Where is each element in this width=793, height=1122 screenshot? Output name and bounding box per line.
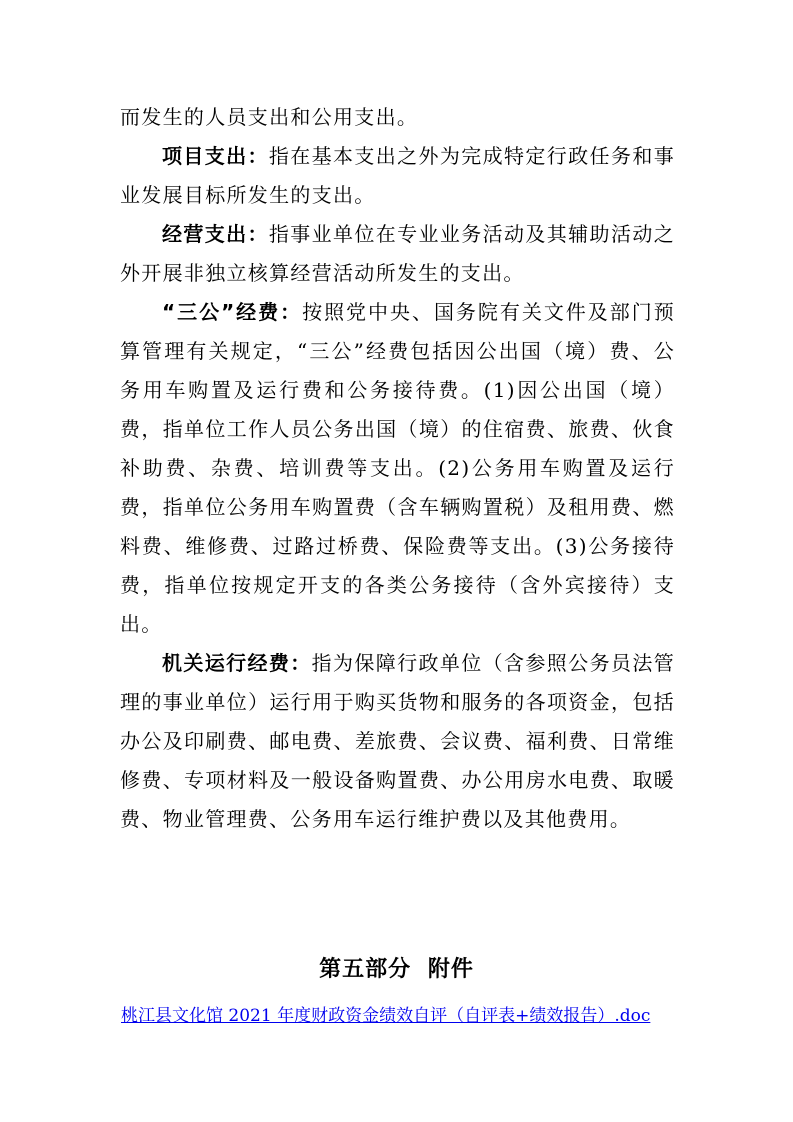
term-project-expenditure: 项目支出： — [162, 144, 269, 168]
paragraph-project-expenditure — [120, 137, 675, 215]
term-agency-operating-funds: 机关运行经费： — [162, 651, 312, 675]
paragraph-text: 而发生的人员支出和公用支出。 — [120, 105, 419, 129]
section-heading: 第五部分 附件 — [319, 957, 474, 982]
attachment-link[interactable]: 桃江县文化馆 2021 年度财政资金绩效自评（自评表+绩效报告）.doc — [121, 1006, 651, 1026]
body-text — [120, 98, 675, 839]
paragraph-agency-operating-funds — [120, 644, 675, 839]
term-operating-expenditure: 经营支出： — [162, 222, 269, 246]
paragraph-text: 指在基本支出之外为完成特定行政任务和事业发展目标所发生的支出。 — [120, 144, 675, 207]
paragraph-text: 按照党中央、国务院有关文件及部门预算管理有关规定，“三公”经费包括因公出国（境）费、公务用车购置及运行费和公务接待费。(1)因公出国（境）费，指单位工作人员公务出国（境）的住宿费、旅费、伙食补助费、杂费、培训费等支出。(2)公务用车购置及运行费，指单位公务用车购置费（含车辆购置税）及租用费、燃料费、维修费、过路过桥费、保险费等支出。(3)公务接待费，指单位按规定开支的各类公务接待（含外宾接待）支出。 — [120, 300, 675, 636]
paragraph-three-public-expenses — [120, 293, 675, 644]
paragraph-text: 指事业单位在专业业务活动及其辅助活动之外开展非独立核算经营活动所发生的支出。 — [120, 222, 675, 285]
paragraph-operating-expenditure — [120, 215, 675, 293]
term-three-public-expenses: “三公”经费： — [162, 300, 303, 324]
paragraph-continuation — [120, 98, 675, 137]
paragraph-text: 指为保障行政单位（含参照公务员法管理的事业单位）运行用于购买货物和服务的各项资金，包括办公及印刷费、邮电费、差旅费、会议费、福利费、日常维修费、专项材料及一般设备购置费、办公用房水电费、取暖费、物业管理费、公务用车运行维护费以及其他费用。 — [120, 651, 675, 831]
